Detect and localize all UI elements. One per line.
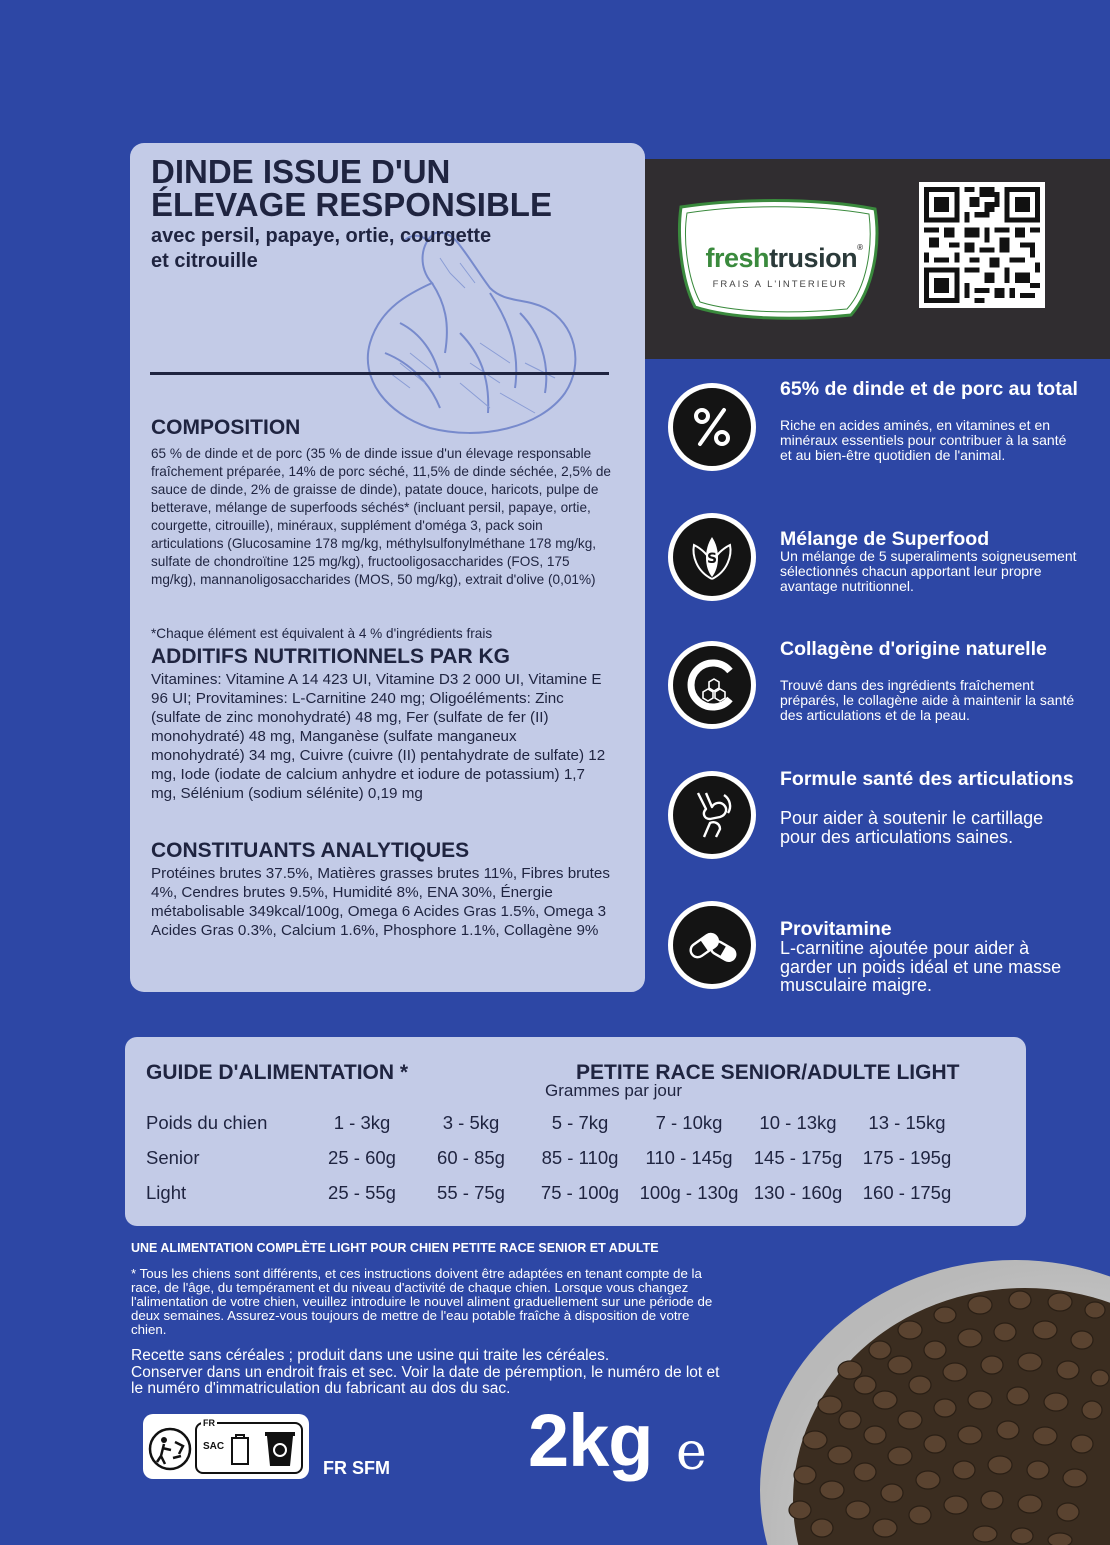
storage-line: Conserver dans un endroit frais et sec. Voir la date de péremption, le numéro de lot et le numéro d'immatriculation du fabricant au dos du sac. — [131, 1363, 720, 1397]
brand-tagline: FRAIS A L'INTERIEUR — [712, 279, 848, 290]
net-weight: 2kg — [528, 1399, 653, 1482]
qr-code[interactable] — [919, 182, 1045, 308]
feature-1-desc: Riche en acides aminés, en vitamines et en minéraux essentiels pour contribuer à la santé et au bien-être quotidien de l'animal. — [780, 417, 1067, 463]
kibble-bowl-image — [760, 1260, 1110, 1545]
product-title — [151, 155, 621, 221]
recycle-country: FR — [203, 1418, 215, 1428]
table-cell: 100g - 130g — [639, 1182, 739, 1203]
feature-4-title: Formule santé des articulations — [780, 768, 1074, 790]
table-cell: 7 - 10kg — [655, 1112, 723, 1133]
table-cell: 55 - 75g — [437, 1182, 505, 1203]
feature-4-badge — [668, 771, 756, 859]
feature-1-title: 65% de dinde et de porc au total — [780, 378, 1078, 400]
table-cell: 1 - 3kg — [333, 1112, 391, 1133]
brand-registered: ® — [857, 243, 863, 252]
bag-icon — [229, 1432, 251, 1466]
collagen-icon — [684, 657, 740, 713]
table-cell: 175 - 195g — [862, 1147, 952, 1168]
feature-3-badge — [668, 641, 756, 729]
composition-footnote: *Chaque élément est équivalent à 4 % d'ingrédients frais — [151, 626, 493, 641]
feeding-guide-unit: Grammes par jour — [545, 1081, 682, 1100]
svg-text:S: S — [706, 551, 718, 567]
table-cell: 3 - 5kg — [442, 1112, 500, 1133]
table-cell: 25 - 55g — [328, 1182, 396, 1203]
brand-panel — [645, 159, 1110, 359]
product-subtitle: avec persil, papaye, ortie, courgette et citrouille — [151, 225, 492, 272]
trash-bin-icon — [263, 1428, 297, 1468]
joint-icon — [684, 787, 740, 843]
analytical-heading: CONSTITUANTS ANALYTIQUES — [151, 839, 470, 862]
feature-5-badge — [668, 901, 756, 989]
additives-text: Vitamines: Vitamine A 14 423 UI, Vitamine D3 2 000 UI, Vitamine E 96 UI; Provitamines: L-Carnitine 240 mg; Oligoéléments: Zinc (sulfate de zinc monohydraté) 48 mg, Fer (sulfate de fer (II) monohydraté) 48 mg, Manganèse (sulfate manganeux monohydraté) 34 mg, Cuivre (cuivre (II) pentahydrate de sulfate) 12 mg, Iode (iodate de calcium anhydre et iodure de potassium) 1,7 mg, Sélénium (sodium sélénite) 0,19 mg — [151, 671, 606, 802]
table-cell: 145 - 175g — [753, 1147, 843, 1168]
recycle-item: SAC — [203, 1441, 225, 1452]
row-label-light: Light — [146, 1182, 187, 1203]
additives-heading: ADDITIFS NUTRITIONNELS PAR KG — [151, 645, 510, 668]
table-cell: 75 - 100g — [540, 1182, 620, 1203]
composition-heading: COMPOSITION — [151, 416, 301, 439]
feature-4-desc: Pour aider à soutenir le cartillage pour des articulations saines. — [780, 808, 1044, 847]
feature-5-title: Provitamine — [780, 918, 892, 940]
row-label-weight: Poids du chien — [146, 1112, 268, 1133]
recycling-label — [143, 1414, 309, 1479]
feature-2-desc: Un mélange de 5 superaliments soigneusement sélectionnés chacun apportant leur propre avantage nutritionnel. — [780, 548, 1077, 594]
table-cell: 60 - 85g — [437, 1147, 505, 1168]
brand-name-part2: trusion — [769, 243, 858, 273]
table-cell: 160 - 175g — [862, 1182, 952, 1203]
triman-icon — [147, 1426, 193, 1472]
feeding-guide-title: GUIDE D'ALIMENTATION * — [146, 1061, 409, 1084]
table-cell: 5 - 7kg — [551, 1112, 609, 1133]
feeding-guide-table — [125, 1037, 1026, 1226]
table-cell: 110 - 145g — [645, 1147, 733, 1168]
feature-3-desc: Trouvé dans des ingrédients fraîchement préparés, le collagène aide à maintenir la santé des articulations et de la peau. — [780, 677, 1075, 723]
capsule-icon — [684, 917, 740, 973]
table-cell: 10 - 13kg — [759, 1112, 837, 1133]
storage-info — [131, 1348, 731, 1398]
feature-2-title: Mélange de Superfood — [780, 528, 990, 550]
table-cell: 25 - 60g — [328, 1147, 396, 1168]
feature-5-desc: L-carnitine ajoutée pour aider à garder un poids idéal et une masse musculaire maigre. — [780, 938, 1062, 995]
superfood-leaf-icon — [684, 529, 740, 585]
product-info-panel — [130, 143, 645, 992]
composition-text: 65 % de dinde et de porc (35 % de dinde issue d'un élevage responsable fraîchement préparée, 14% de porc séché, 11,5% de dinde séchée, 2,5% de sauce de dinde, 2% de graisse de dinde), patate douce, haricots, pulpe de betterave, mélange de superfoods séchés* (incluant persil, papaye, ortie, courgette, citrouille), minéraux, supplément d'oméga 3, pack soin articulations (Glucosamine 178 mg/kg, méthylsulfonylméthane 178 mg/kg, sulfate de chondroïtine 125 mg/kg), fructooligosaccharides (FOS, 175 mg/kg), mannanoligosaccharides (MOS, 50 mg/kg), extrait d'olive (0,01%) — [151, 446, 611, 587]
table-cell: 130 - 160g — [753, 1182, 843, 1203]
product-title-line2: ÉLEVAGE RESPONSIBLE — [151, 186, 552, 223]
brand-name-part1: fresh — [705, 243, 770, 273]
footer-heading: UNE ALIMENTATION COMPLÈTE LIGHT POUR CHIEN PETITE RACE SENIOR ET ADULTE — [131, 1241, 659, 1255]
estimated-sign: e — [676, 1422, 707, 1482]
feeding-note: * Tous les chiens sont différents, et ces instructions doivent être adaptées en tenant compte de la race, de l'âge, du tempérament et du niveau d'activité de chaque chien. Lorsque vous changez l'alimentation de votre chien, veuillez introduire le nouvel aliment graduellement sur une période de deux semaines. Assurez-vous toujours de mettre de l'eau potable fraîche à disposition de votre chien. — [131, 1266, 713, 1337]
feature-3-title: Collagène d'origine naturelle — [780, 638, 1047, 660]
product-title-line1: DINDE ISSUE D'UN — [151, 153, 451, 190]
table-cell: 85 - 110g — [541, 1147, 619, 1168]
table-cell: 13 - 15kg — [868, 1112, 946, 1133]
brand-logo — [689, 243, 879, 274]
percent-icon — [687, 402, 737, 452]
feature-2-badge — [668, 513, 756, 601]
feeding-guide-category: PETITE RACE SENIOR/ADULTE LIGHT — [576, 1061, 960, 1084]
analytical-text: Protéines brutes 37.5%, Matières grasses brutes 11%, Fibres brutes 4%, Cendres brutes 9.5%, Humidité 8%, ENA 30%, Énergie métabolisable 349kcal/100g, Omega 6 Acides Gras 1.5%, Omega 3 Acides Gras 0.3%, Calcium 1.6%, Phosphore 1.1%, Collagène 9% — [151, 865, 610, 939]
feature-1-badge — [668, 383, 756, 471]
country-codes: FR SFM — [323, 1458, 390, 1478]
grain-free-line: Recette sans céréales ; produit dans une usine qui traite les céréales. — [131, 1347, 610, 1364]
divider — [150, 372, 609, 375]
row-label-senior: Senior — [146, 1147, 200, 1168]
